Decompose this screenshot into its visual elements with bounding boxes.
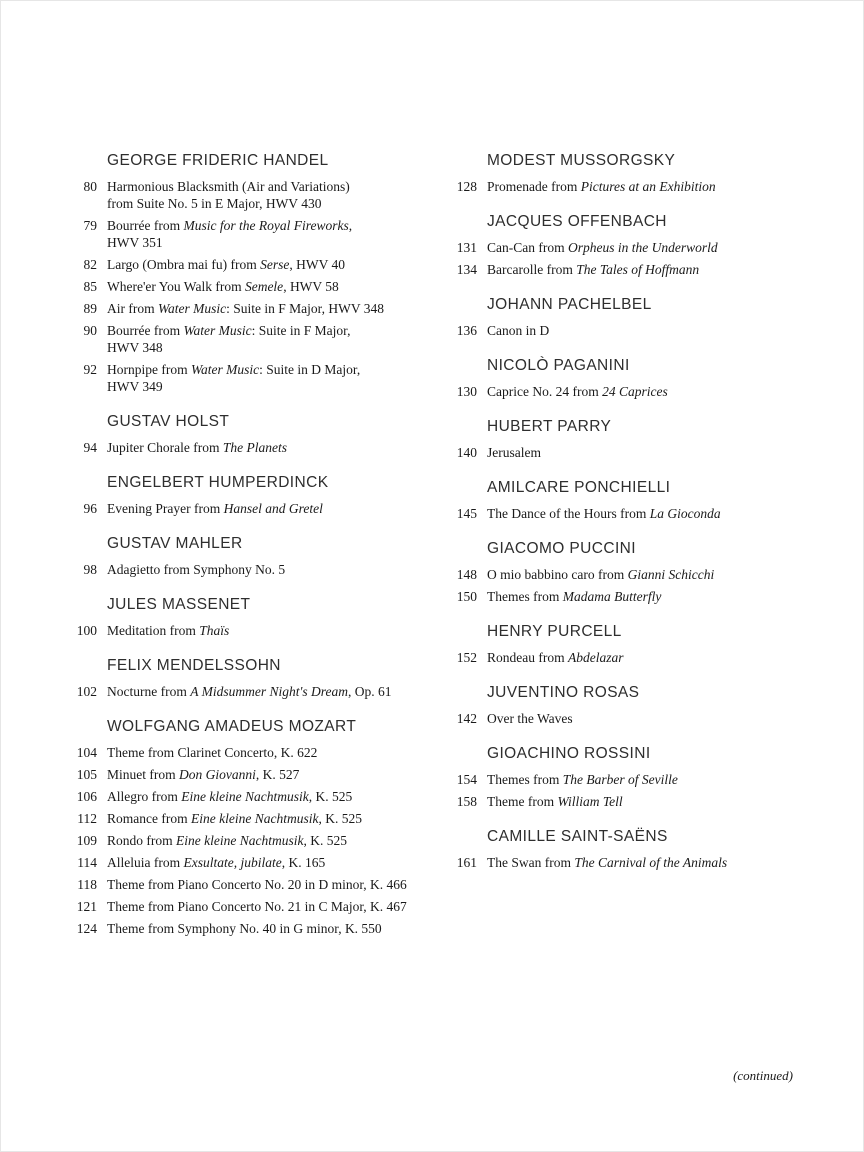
title-segment-italic: Water Music [183,323,252,338]
toc-entry [441,383,811,400]
composer-heading: JOHANN PACHELBEL [487,296,652,313]
entry-page-number: 142 [456,711,477,726]
title-segment: Alleluia from [107,855,184,870]
entry-page-number: 79 [83,218,97,233]
toc-entry [62,788,462,805]
toc-entry [62,876,462,893]
composer-heading: WOLFGANG AMADEUS MOZART [107,718,357,735]
toc-section [441,684,811,727]
entry-page-number: 106 [76,789,97,804]
entry-title [107,278,462,295]
toc-entry [62,278,462,295]
toc-section [62,657,462,700]
toc-entry [62,561,462,578]
entry-title [107,683,462,700]
entry-title [487,178,811,195]
title-segment: : Suite in F Major, [251,323,351,338]
title-segment-italic: Water Music [158,301,227,316]
title-segment: : Suite in D Major, [259,362,361,377]
title-segment: Hornpipe from [107,362,191,377]
entry-page-number: 89 [83,301,97,316]
composer-heading: GEORGE FRIDERIC HANDEL [107,152,329,169]
entry-page-number: 94 [83,440,97,455]
entry-page-number: 80 [83,179,97,194]
toc-entry [62,683,462,700]
title-segment-italic: The Tales of Hoffmann [576,262,700,277]
toc-section [62,152,462,395]
toc-section [62,596,462,639]
continued-label: (continued) [733,1068,793,1083]
entry-title [107,300,462,317]
toc-entry [441,239,811,256]
title-segment-italic: Abdelazar [567,650,624,665]
title-segment-italic: Eine kleine Nachtmusik [176,833,304,848]
entry-page-number: 136 [456,323,477,338]
toc-entry [62,322,462,356]
title-segment: Promenade from [487,179,581,194]
entry-page-number: 128 [456,179,477,194]
composer-heading: GUSTAV MAHLER [107,535,243,552]
toc-entry [62,439,462,456]
entry-title [107,920,462,937]
title-segment-italic: A Midsummer Night's Dream [190,684,348,699]
title-segment: Over the Waves [487,711,573,726]
entry-title [107,561,462,578]
entry-title [487,854,811,871]
toc-column-left [62,152,462,955]
entry-title [107,832,462,849]
entry-title [107,178,462,212]
toc-entry [62,744,462,761]
title-segment: Where'er You Walk from [107,279,245,294]
title-segment: , K. 525 [303,833,347,848]
composer-heading: ENGELBERT HUMPERDINCK [107,474,329,491]
title-segment: Theme from [487,794,558,809]
composer-heading: GIACOMO PUCCINI [487,540,636,557]
entry-title [487,505,811,522]
entry-page-number: 105 [76,767,97,782]
toc-entry [62,178,462,212]
title-segment: Jerusalem [487,445,541,460]
entry-page-number: 150 [456,589,477,604]
title-segment-italic: Serse [260,257,290,272]
toc-entry [62,300,462,317]
title-segment-italic: Semele [244,279,284,294]
entry-title [107,854,462,871]
title-segment-italic: Eine kleine Nachtmusik [181,789,309,804]
title-segment-italic: Thaïs [199,623,230,638]
title-segment: Nocturne from [107,684,191,699]
title-segment: HWV 348 [107,340,163,355]
title-segment: Allegro from [107,789,182,804]
title-segment: The Dance of the Hours from [487,506,650,521]
title-segment: Themes from [487,589,563,604]
entry-title [487,261,811,278]
toc-entry [62,217,462,251]
entry-page-number: 134 [456,262,477,277]
composer-heading: HUBERT PARRY [487,418,612,435]
title-segment: Canon in D [487,323,550,338]
entry-title [107,810,462,827]
title-segment: Meditation from [107,623,200,638]
title-segment: , K. 527 [255,767,300,782]
toc-entry [62,500,462,517]
toc-section [62,474,462,517]
title-segment-italic: 24 Caprices [602,384,668,399]
entry-page-number: 104 [76,745,97,760]
toc-section [441,745,811,810]
entry-page-number: 152 [456,650,477,665]
title-segment: HWV 349 [107,379,163,394]
toc-entry [62,854,462,871]
entry-page-number: 130 [456,384,477,399]
entry-title [107,500,462,517]
title-segment-italic: La Gioconda [649,506,721,521]
toc-section [441,623,811,666]
entry-page-number: 161 [456,855,477,870]
title-segment-italic: Hansel and Gretel [223,501,323,516]
entry-title [487,710,811,727]
toc-entry [441,444,811,461]
entry-title [487,444,811,461]
entry-title [107,788,462,805]
title-segment: Evening Prayer from [107,501,224,516]
toc-section [441,213,811,278]
toc-entry [441,771,811,788]
toc-entry [62,810,462,827]
title-segment: Theme from Piano Concerto No. 21 in C Major, K. 467 [107,899,407,914]
entry-page-number: 121 [76,899,97,914]
toc-entry [441,854,811,871]
toc-entry [441,261,811,278]
title-segment: O mio babbino caro from [487,567,628,582]
entry-page-number: 90 [83,323,97,338]
toc-entry [441,793,811,810]
title-segment: Theme from Clarinet Concerto, K. 622 [107,745,318,760]
title-segment: Jupiter Chorale from [107,440,223,455]
composer-heading: JACQUES OFFENBACH [487,213,667,230]
entry-page-number: 112 [77,811,97,826]
toc-entry [441,505,811,522]
toc-entry [62,256,462,273]
title-segment: Bourrée from [107,218,184,233]
title-segment: from Suite No. 5 in E Major, HWV 430 [107,196,322,211]
title-segment: , Op. 61 [348,684,392,699]
entry-page-number: 114 [77,855,97,870]
entry-title [487,649,811,666]
entry-title [487,588,811,605]
title-segment: , K. 165 [281,855,326,870]
entry-page-number: 82 [83,257,97,272]
title-segment: , [348,218,353,233]
entry-title [107,256,462,273]
title-segment: Romance from [107,811,191,826]
title-segment-italic: Orpheus in the Underworld [567,240,718,255]
entry-title [107,744,462,761]
composer-heading: AMILCARE PONCHIELLI [487,479,671,496]
title-segment: Can-Can from [487,240,568,255]
toc-entry [441,566,811,583]
entry-title [107,622,462,639]
composer-heading: NICOLÒ PAGANINI [487,357,630,374]
entry-page-number: 154 [456,772,477,787]
entry-title [107,439,462,456]
toc-section [441,828,811,871]
entry-page-number: 131 [456,240,477,255]
entry-title [107,876,462,893]
title-segment-italic: The Carnival of the Animals [574,855,728,870]
title-segment: , K. 525 [318,811,362,826]
entry-title [487,771,811,788]
entry-title [487,383,811,400]
entry-page-number: 109 [76,833,97,848]
title-segment-italic: Water Music [190,362,260,377]
title-segment: Largo (Ombra mai fu) from [107,257,261,272]
composer-heading: FELIX MENDELSSOHN [107,657,281,674]
composer-heading: JULES MASSENET [107,596,251,613]
title-segment-italic: Gianni Schicchi [627,567,715,582]
title-segment: , K. 525 [308,789,353,804]
title-segment: Adagietto from Symphony No. 5 [107,562,286,577]
title-segment: The Swan from [487,855,575,870]
toc-section [62,718,462,937]
title-segment: HWV 351 [107,235,163,250]
entry-title [107,217,462,251]
entry-title [107,322,462,356]
entry-page-number: 148 [456,567,477,582]
title-segment: Air from [107,301,158,316]
title-segment-italic: Music for the Royal Fireworks [183,218,349,233]
entry-page-number: 100 [76,623,97,638]
toc-column-right [441,152,811,889]
composer-heading: GIOACHINO ROSSINI [487,745,651,762]
toc-entry [62,361,462,395]
title-segment: Themes from [487,772,563,787]
toc-entry [441,588,811,605]
entry-page-number: 124 [76,921,97,936]
entry-title [487,793,811,810]
title-segment: Rondo from [107,833,176,848]
entry-title [487,239,811,256]
toc-entry [62,898,462,915]
toc-entry [62,920,462,937]
title-segment-italic: Exsultate, jubilate [183,855,282,870]
entry-title [107,361,462,395]
title-segment-italic: Pictures at an Exhibition [580,179,716,194]
toc-section [441,479,811,522]
composer-heading: CAMILLE SAINT-SAËNS [487,828,668,845]
title-segment: Barcarolle from [487,262,577,277]
entry-title [487,566,811,583]
title-segment: Bourrée from [107,323,184,338]
entry-page-number: 85 [83,279,97,294]
composer-heading: JUVENTINO ROSAS [487,684,640,701]
title-segment: Harmonious Blacksmith (Air and Variations) [107,179,350,194]
toc-section [441,418,811,461]
toc-entry [62,622,462,639]
entry-title [107,766,462,783]
entry-page-number: 118 [77,877,97,892]
toc-entry [441,710,811,727]
toc-section [441,540,811,605]
entry-title [107,898,462,915]
toc-entry [62,832,462,849]
composer-heading: GUSTAV HOLST [107,413,230,430]
entry-page-number: 98 [83,562,97,577]
toc-entry [441,649,811,666]
composer-heading: MODEST MUSSORGSKY [487,152,676,169]
title-segment: , HWV 40 [289,257,345,272]
title-segment: Theme from Symphony No. 40 in G minor, K. 550 [107,921,382,936]
title-segment: : Suite in F Major, HWV 348 [226,301,384,316]
composer-heading: HENRY PURCELL [487,623,622,640]
title-segment-italic: Don Giovanni [179,767,256,782]
toc-section [441,152,811,195]
toc-entry [441,178,811,195]
entry-page-number: 102 [76,684,97,699]
entry-page-number: 145 [456,506,477,521]
title-segment: Caprice No. 24 from [487,384,603,399]
title-segment: , HWV 58 [283,279,339,294]
title-segment: Minuet from [107,767,179,782]
title-segment: Theme from Piano Concerto No. 20 in D minor, K. 466 [107,877,407,892]
title-segment-italic: Madama Butterfly [562,589,662,604]
title-segment-italic: William Tell [557,794,623,809]
toc-entry [62,766,462,783]
toc-section [62,413,462,456]
title-segment-italic: The Barber of Seville [562,772,678,787]
title-segment: Rondeau from [487,650,568,665]
title-segment-italic: Eine kleine Nachtmusik [190,811,319,826]
toc-section [62,535,462,578]
entry-title [487,322,811,339]
toc-section [441,357,811,400]
title-segment-italic: The Planets [222,440,287,455]
entry-page-number: 158 [456,794,477,809]
toc-section [441,296,811,339]
entry-page-number: 92 [83,362,97,377]
entry-page-number: 140 [456,445,477,460]
entry-page-number: 96 [83,501,97,516]
toc-entry [441,322,811,339]
